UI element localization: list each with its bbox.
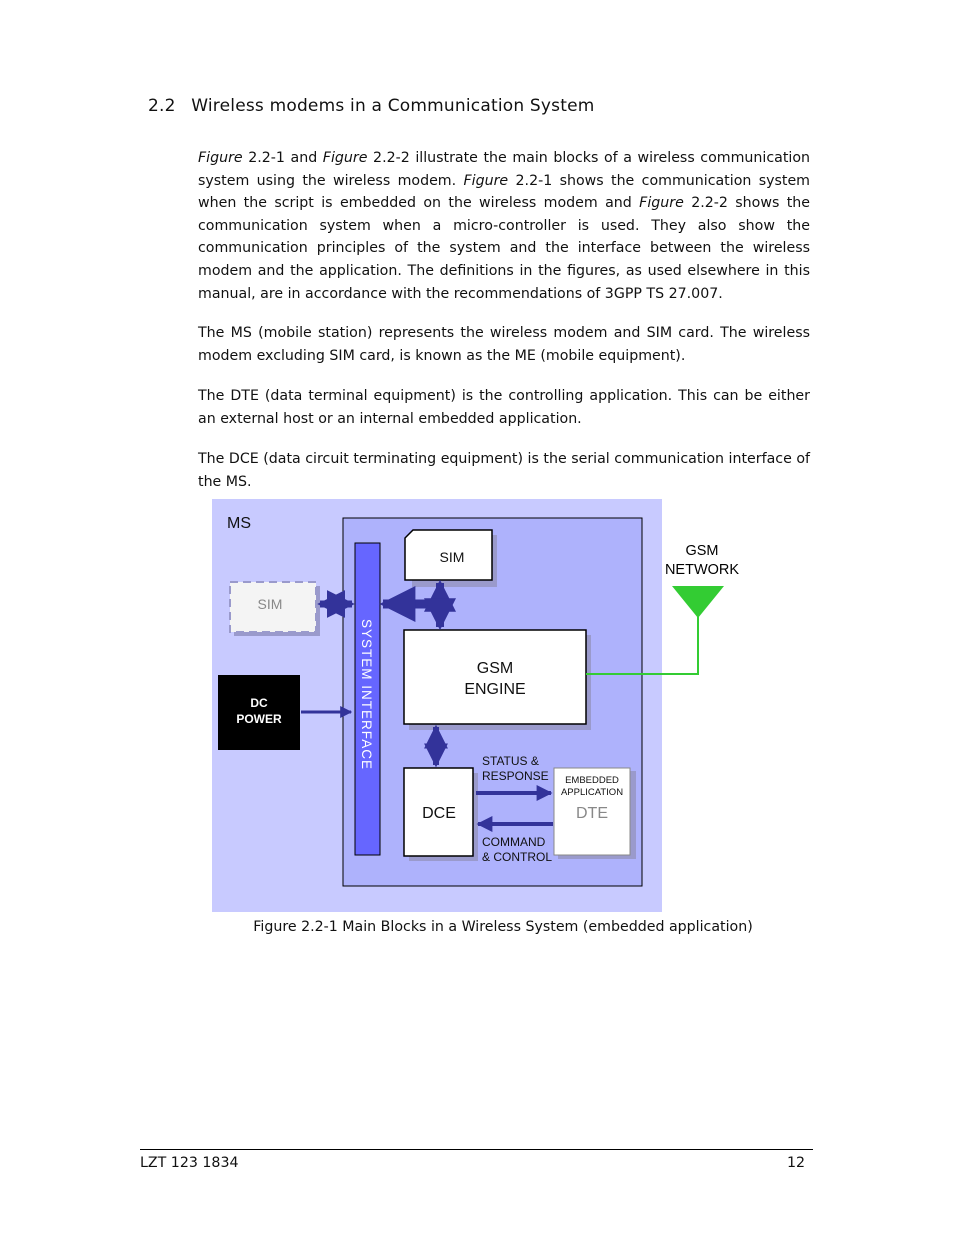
antenna-icon — [672, 586, 724, 618]
external-sim-label: SIM — [257, 596, 283, 612]
dce-label: DCE — [422, 805, 456, 822]
system-interface-label: SYSTEM INTERFACE — [359, 619, 374, 771]
embedded-label-2: APPLICATION — [560, 787, 624, 798]
paragraph-ms: The MS (mobile station) represents the wireless modem and SIM card. The wireless modem excluding SIM card, is known as the ME (mobile equipment). — [198, 325, 810, 364]
paragraph-dte: The DTE (data terminal equipment) is the controlling application. This can be either an external host or an internal embedded application. — [198, 388, 810, 427]
figure-ref: Figure — [322, 150, 368, 166]
section-title: Wireless modems in a Communication System — [191, 96, 595, 116]
gsm-network-label-1: GSM — [685, 543, 719, 559]
dc-power-label-1: DC — [250, 696, 268, 710]
footer-rule — [140, 1149, 813, 1150]
embedded-label-1: EMBEDDED — [565, 775, 619, 786]
gsm-engine-label-2: ENGINE — [464, 681, 526, 698]
dte-label: DTE — [576, 805, 608, 822]
dc-power-label-2: POWER — [236, 712, 282, 726]
gsm-engine-block — [404, 630, 586, 724]
status-label-1: STATUS & — [482, 754, 539, 768]
command-label-1: COMMAND — [482, 835, 546, 849]
figure-ref: Figure — [198, 150, 243, 166]
figure-ref: Figure — [463, 172, 509, 189]
command-label-2: & CONTROL — [482, 850, 553, 864]
section-number: 2.2 — [148, 96, 176, 116]
paragraph-dce: The DCE (data circuit terminating equipment) is the serial communication interface of the MS. — [198, 451, 810, 490]
footer-page-number: 12 — [787, 1155, 806, 1171]
gsm-network-label-2: NETWORK — [664, 562, 740, 578]
status-label-2: RESPONSE — [482, 769, 549, 783]
paragraph-figure-intro: Figure 2.2-1 and Figure 2.2-2 illustrate the main blocks of a wireless communication system using the wireless modem. Figure 2.2-1 shows the communication system when the script is embedded on the wireless modem and Figure 2.2-2 shows the communication system when a micro-controller is used. They also show the communication principles of the system and the interface between the wireless modem and the application. The definitions in the figures, as used elsewhere in this manual, are in accordance with the recommendations of 3GPP TS 27.007. — [198, 150, 811, 302]
sim-label: SIM — [439, 549, 465, 565]
ms-label: MS — [227, 515, 251, 532]
gsm-engine-label-1: GSM — [476, 660, 514, 677]
footer-doc-number: LZT 123 1834 — [140, 1155, 239, 1171]
figure-caption: Figure 2.2-1 Main Blocks in a Wireless System (embedded application) — [253, 919, 753, 935]
figure-ref: Figure — [639, 195, 684, 212]
